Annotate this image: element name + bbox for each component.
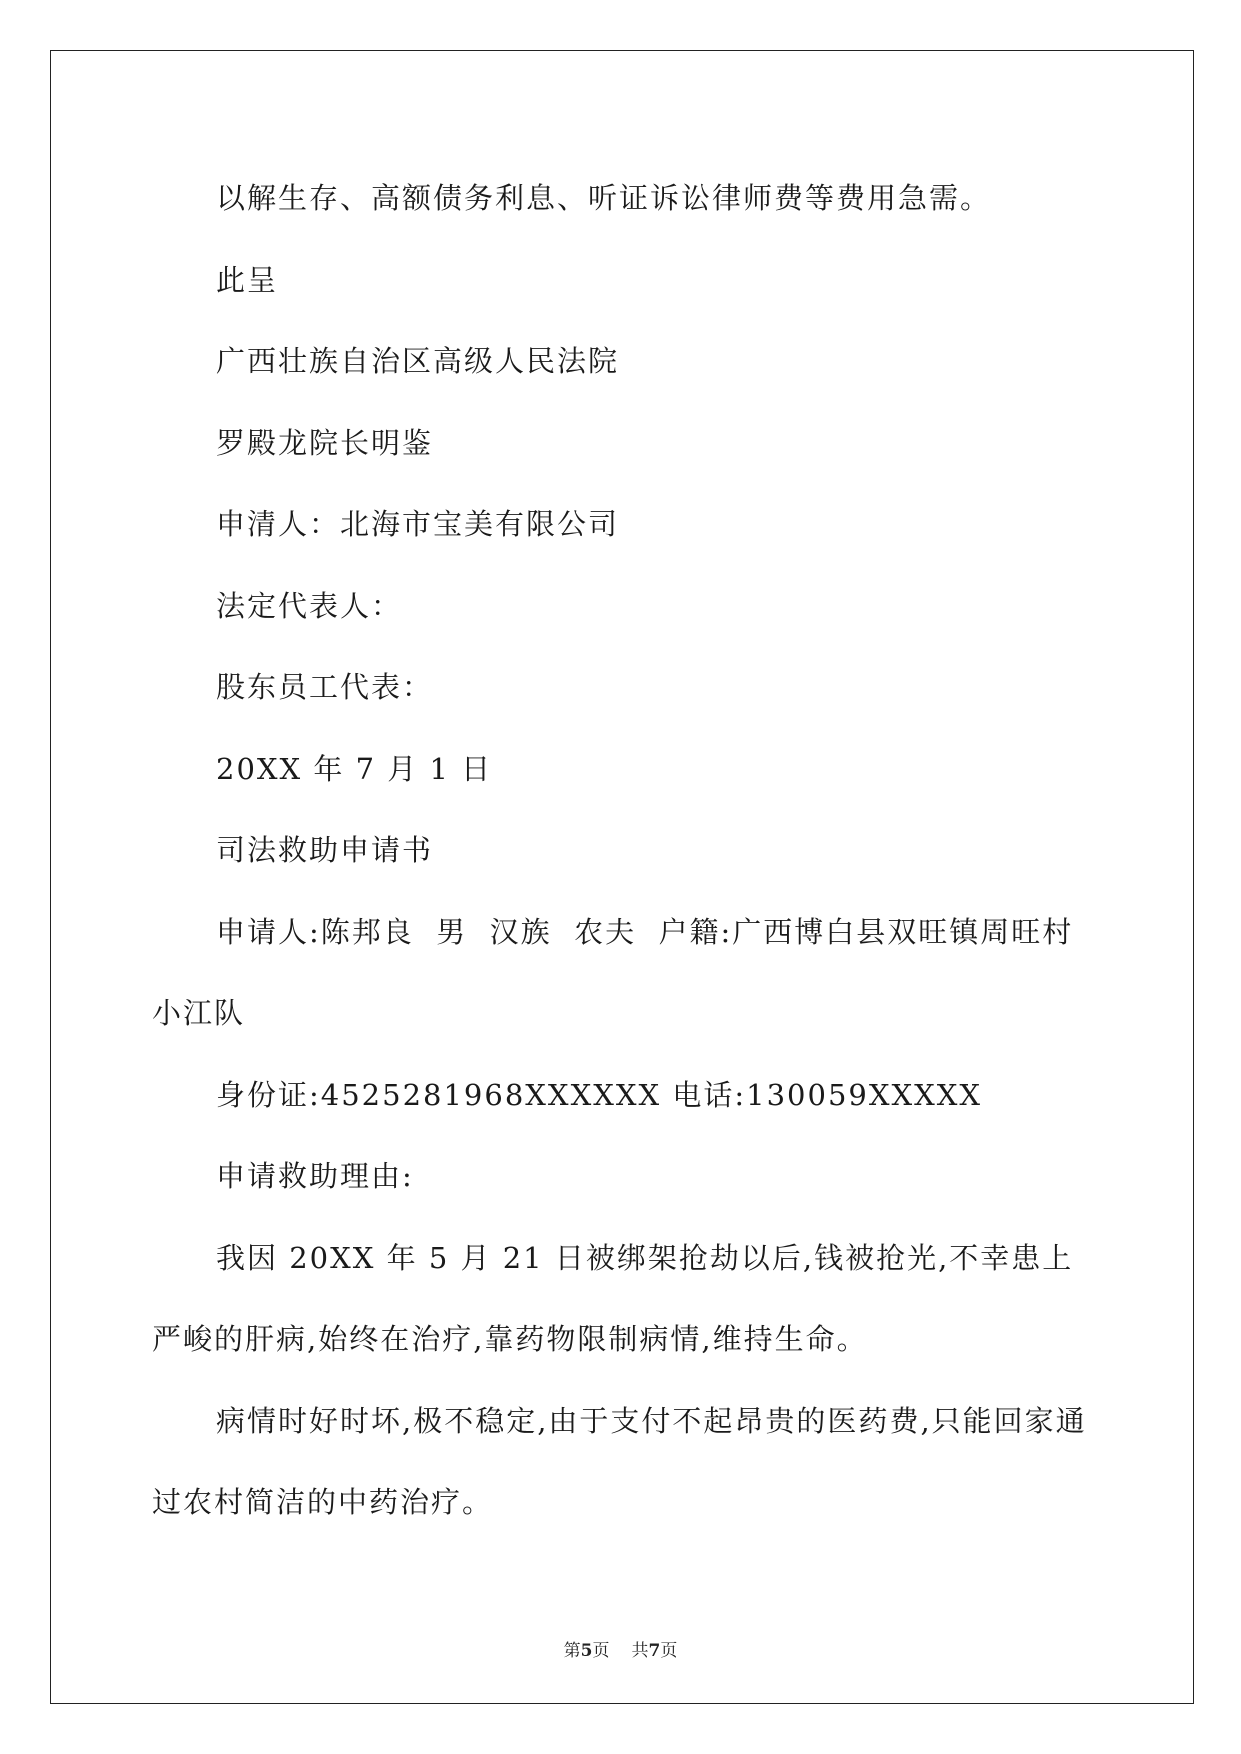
paragraph: 罗殿龙院长明鉴 [216,425,434,460]
paragraph: 申请人:陈邦良 男 汉族 农夫 户籍:广西博白县双旺镇周旺村小江队 [152,914,1074,1030]
footer-total-prefix: 共 [631,1641,649,1661]
footer-page-suffix: 页 [592,1641,610,1661]
paragraph: 申请救助理由: [216,1159,414,1193]
paragraph: 法定代表人： [216,588,403,623]
document-body [152,158,1092,1544]
footer-page-prefix: 第 [563,1641,581,1661]
paragraph: 股东员工代表： [216,670,434,704]
paragraph: 广西壮族自治区高级人民法院 [216,344,620,378]
paragraph: 以解生存、高额债务利息、听证诉讼律师费等费用急需。 [216,181,992,215]
footer-page-number: 5 [580,1641,593,1661]
paragraph: 身份证:4525281968XXXXXX 电话:130059XXXXX [216,1077,983,1112]
footer-total-number: 7 [648,1641,661,1661]
paragraph: 病情时好时坏,极不稳定,由于支付不起昂贵的医药费,只能回家通过农村简洁的中药治疗。 [152,1403,1087,1519]
paragraph: 20XX 年 7 月 1 日 [216,751,493,786]
document-title: 司法救助申请书 [216,833,434,867]
paragraph: 申清人：北海市宝美有限公司 [216,507,620,541]
paragraph: 此呈 [216,262,279,297]
footer-total-suffix: 页 [660,1641,678,1661]
paragraph: 我因 20XX 年 5 月 21 日被绑架抢劫以后,钱被抢光,不幸患上严峻的肝病,始终在治疗,靠药物限制病情,维持生命。 [152,1240,1074,1356]
page-footer [0,1636,1241,1661]
